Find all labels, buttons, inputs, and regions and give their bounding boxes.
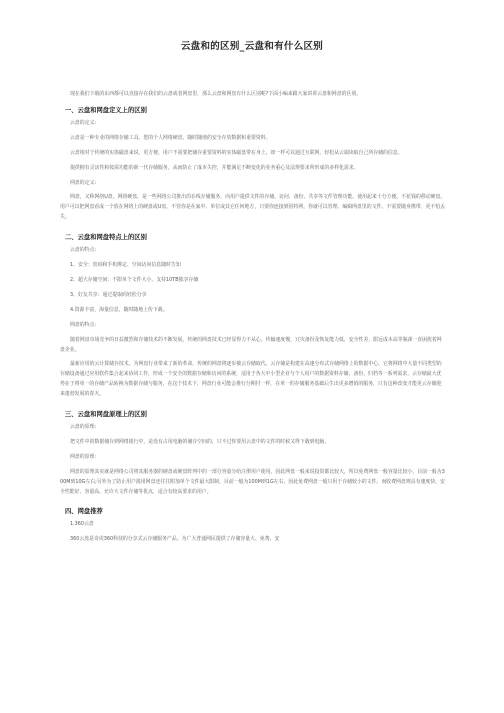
paragraph: 云盘的定义: [70,119,97,126]
paragraph: 随着网盘市场竞争的日益激烈和存储技术的不断发展，传统的网盘技术已经显得力不从心。传输速度慢，冗灾备份及恢复能力低，安全性差，限远成本高等瓶颈一直困扰着网盘企业。 [60,336,442,353]
paragraph: 最新应用的云计算储存技术，为网盘行业带来了新的革命。传统的网盘将逐步被云存储取代。云存储是构建在高速分布式存储网络上的数据中心，它将网络中大量不同类型的存储设备通过应用软件集合起来协同工作，形成一个安全的数据存储和访问的系统，适用于各大中小型企业与个人用户的数据资料存储、备份、归档等一系列需求。云存储最大优势在于将单一的存储产品转换为数据存储与服务，在这个技术下，网盘行业可能会推行分期付一样，在单一的存储服务基础后生出更多增值的服务，只有这种改变才能更云存储迎来蓬勃发展的春天。 [60,361,442,398]
paragraph: 1、安全：密码和手机绑定、空间访问信息随时告知 [70,262,181,269]
paragraph: 网盘的原理: [70,453,97,460]
intro-paragraph: 现在我们下载的东西都可以直接存在我们的云盘或者网盘里，那么云盘和网盘有什么区别呢?下面小编来跟大家讲讲云盘和网盘的区别。 [70,91,362,97]
paragraph: 3、好友共享：通过提取码轻松分享 [70,291,147,298]
paragraph: 网盘的特点: [70,321,97,328]
page-title: 云盘和的区别_云盘和有什么区别 [180,41,324,52]
paragraph: 云盘的原理: [70,424,97,431]
paragraph: 云盘是一种专业的网络存储工具。您的个人网络硬盘，随时随地的安全存放数据和重要资料。 [70,134,271,141]
section-heading-features: 二、云盘和网盘特点上的区别 [65,234,147,242]
paragraph: 云盘相对于传统的实体磁盘来说，更方便，用户不需要把储存重要资料的实体磁盘带在身上，却一样可以通过互联网，轻松从云端读取自己所存储的信息。 [70,149,403,156]
paragraph: 2、超大存储空间：不限单个文件大小，支持10TB独享存储 [70,276,199,283]
paragraph: 4.资源丰富，海量信息，随时随地上传下载。 [70,306,168,313]
paragraph: 1.360云盘 [70,521,94,528]
paragraph: 360云盘是奇虎360科技的分享式云存储服务产品。为广大普通网民提供了存储容量大、免费、安 [70,536,280,543]
paragraph: 提供拥有灵活性和按需功能的新一代存储服务，从而防止了成本失控，并能满足不断变化的业务重心及法规要求所形成的多样化需求。 [70,164,359,171]
section-heading-recommend: 四、网盘推荐 [65,508,103,516]
paragraph: 网盘的定义: [70,179,97,186]
section-heading-definition: 一、云盘和网盘定义上的区别 [65,106,147,114]
paragraph: 网盘，又称网络U盘、网络硬盘，是一些网络公司推出的在线存储服务。向用户提供文件的存储、访问、备份、共享等文件管理功能。使用起来十分方便。不花钱的移动硬盘。用户可以把网盘看成一个放在网络上的硬盘或U盘，不管你是在家中、单位或其它任何地方，只要你连接到因特网，你就可以管理、编辑网盘里的文件。不需要随身携带，更不怕丢失。 [60,194,446,221]
article-body [60,90,446,550]
paragraph: 网盘的原理其实就是网络公司将其服务器的硬盘或硬盘阵列中的一部分容量分给注册用户使用。因此网盘一般来说投资都比较大，所以免费网盘一般容量比较小，目前一般为300M到10G左右;另外为了防止用户滥用网盘还往往附加单个文件最大限制，目前一般为100M到1G左右，因此免费网盘一般只用于存储较小的文件。而收费网盘则具有速度快、安全性能好、容量高、允许大文件存储等优点，适合有较高要求的用户。 [60,468,445,495]
section-heading-principle: 三、云盘和网盘原理上的区别 [65,411,147,419]
paragraph: 云盘的特点: [70,247,97,254]
paragraph: 把文件中的数据储存到网络银行中，是没有占用电脑的储存空间的，只不过你要用云盘中的文件的时候又得下载到电脑。 [70,438,330,445]
